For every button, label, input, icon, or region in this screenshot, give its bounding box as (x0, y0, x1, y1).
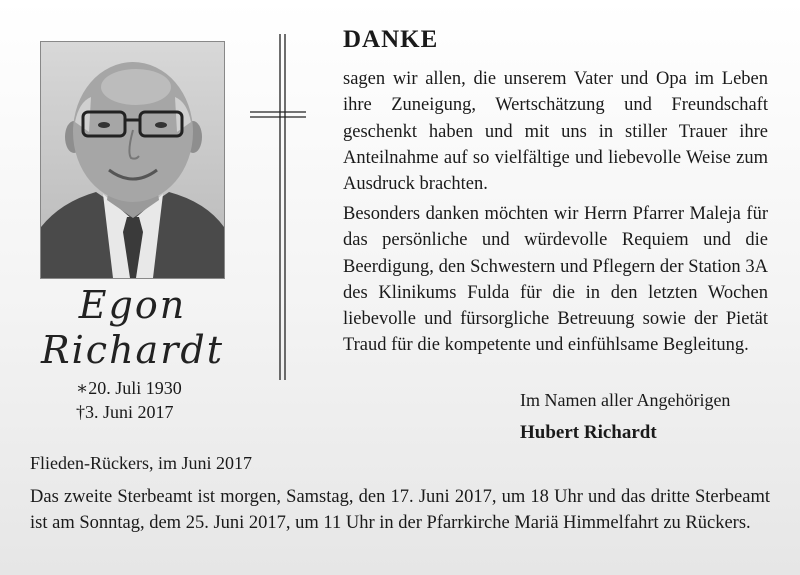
thanks-paragraph-1: sagen wir allen, die unserem Vater und Opa im Leben ihre Zuneigung, Wertschätzung und Freundschaft geschenkt haben und mit uns in stiller Trauer ihre Anteilnahme auf so vielfältige und liebevolle Weise zum Ausdruck brachten. (343, 69, 768, 195)
service-notice: Das zweite Sterbeamt ist morgen, Samstag, den 17. Juni 2017, um 18 Uhr und das dritte Sterbeamt ist am Sonntag, dem 25. Juni 2017, um 11 Uhr in der Pfarrkirche Mariä Himmelfahrt zu Rückers. (30, 487, 770, 533)
place-date: Flieden-Rückers, im Juni 2017 (30, 453, 252, 473)
signer-name: Hubert Richardt (520, 422, 657, 443)
signoff-text: Im Namen aller Angehörigen (520, 390, 731, 410)
death-cross-icon: † (76, 402, 85, 422)
birth-date-line (76, 378, 182, 399)
thanks-heading: DANKE (343, 26, 439, 53)
death-date-line (76, 402, 174, 423)
birth-star-icon: ∗ (76, 378, 89, 398)
deceased-last-name: Richardt (41, 328, 224, 372)
deceased-first-name: Egon (78, 283, 187, 327)
portrait-photo (40, 41, 225, 279)
death-date: 3. Juni 2017 (85, 402, 174, 422)
birth-date: 20. Juli 1930 (88, 378, 182, 398)
cross-icon (248, 30, 308, 382)
thanks-paragraph-2: Besonders danken möchten wir Herrn Pfarrer Maleja für das persönliche und würdevolle Requiem und die Beerdigung, den Schwestern und Pflegern der Station 3A des Klinikums Fulda für die in den letzten Wochen liebevolle und fürsorgliche Betreuung sowie der Pietät Traud für die kompetente und einfühlsame Begleitung. (343, 204, 768, 356)
